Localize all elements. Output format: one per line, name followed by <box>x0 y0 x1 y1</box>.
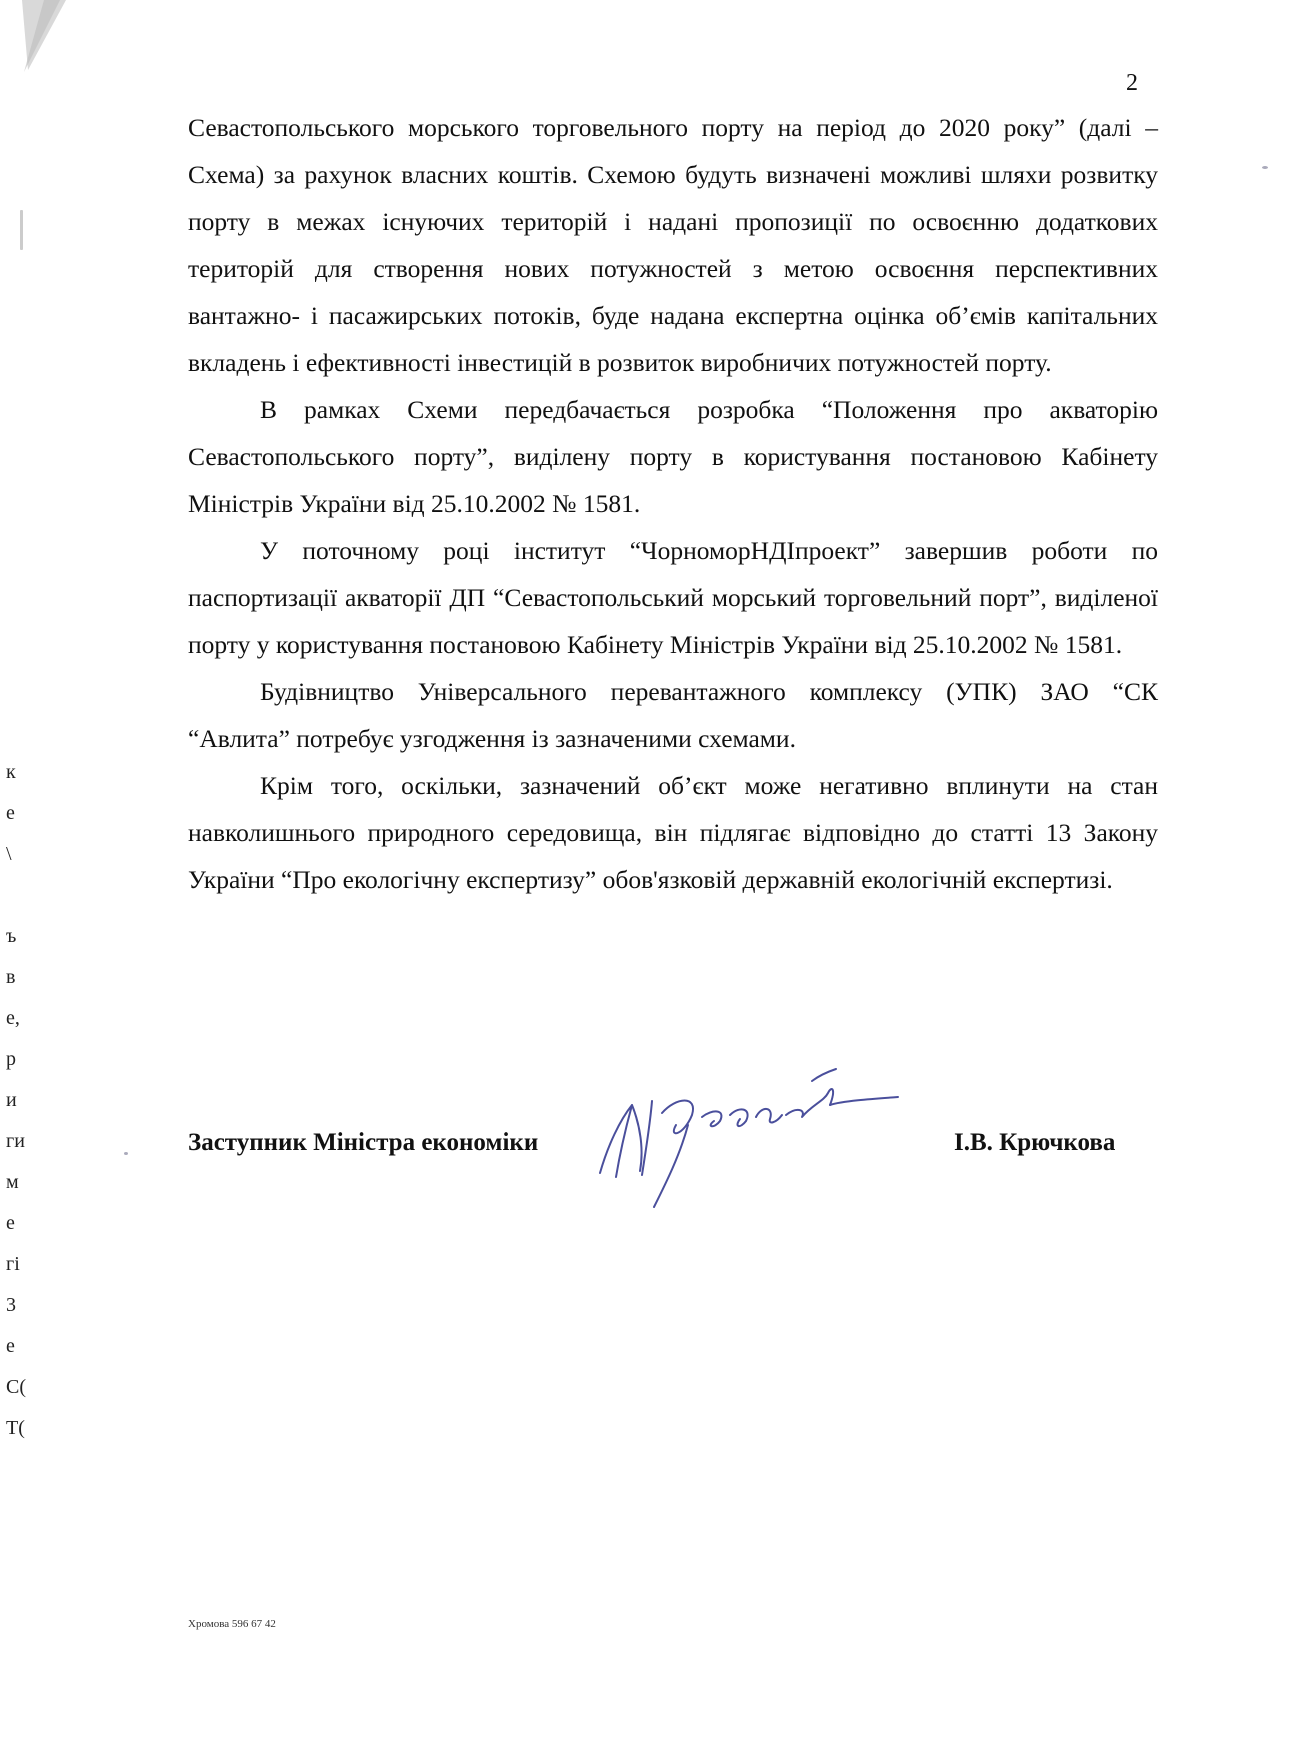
scan-speck <box>124 1152 128 1155</box>
margin-fragment: С( <box>6 1376 26 1398</box>
scan-speck <box>1262 166 1268 169</box>
margin-fragment: ги <box>6 1130 25 1152</box>
margin-fragment: р <box>6 1048 16 1070</box>
signatory-title: Заступник Міністра економіки <box>188 1129 539 1156</box>
letter-body <box>188 104 1158 903</box>
paragraph: Крім того, оскільки, зазначений об’єкт може негативно вплинути на стан навколишнього природного середовища, він підлягає відповідно до статті 13 Закону України “Про екологічну експертизу” обов'язковій державній екологічній експертизі. <box>188 771 1158 894</box>
paragraph: У поточному році інститут “ЧорноморНДІпроект” завершив роботи по паспортизації акваторії ДП “Севастопольський морський торговельний порт”, виділеної порту у користування постановою Кабінету Міністрів України від 25.10.2002 № 1581. <box>188 536 1158 659</box>
margin-fragment: е <box>6 1335 15 1357</box>
scan-streak-mark <box>0 0 80 90</box>
margin-fragment: е <box>6 1212 15 1234</box>
margin-fragment: и <box>6 1089 17 1111</box>
executor-note: Хромова 596 67 42 <box>188 1618 276 1630</box>
margin-fragment: е, <box>6 1007 20 1029</box>
signatory-name: І.В. Крючкова <box>954 1129 1116 1156</box>
margin-fragment: е <box>6 802 15 824</box>
margin-fragment: м <box>6 1171 19 1193</box>
scan-speck <box>20 210 23 250</box>
margin-fragment: к <box>6 761 16 783</box>
margin-fragment: 3 <box>6 1294 16 1316</box>
margin-fragment: ъ <box>6 925 17 947</box>
margin-fragment: Т( <box>6 1417 25 1439</box>
paragraph: Будівництво Універсального перевантажного комплексу (УПК) ЗАО “СК “Авлита” потребує узгодження із зазначеними схемами. <box>188 677 1158 753</box>
margin-fragment: \ <box>6 843 12 865</box>
margin-fragment: гі <box>6 1253 20 1275</box>
page-number: 2 <box>1126 70 1138 96</box>
paragraph: Севастопольського морського торговельного порту на період до 2020 року” (далі – Схема) за рахунок власних коштів. Схемою будуть визначені можливі шляхи розвитку порту в межах існуючих територій і надані пропозиції по освоєнню додаткових територій для створення нових потужностей з метою освоєння перспективних вантажно- і пасажирських потоків, буде надана експертна оцінка об’ємів капітальних вкладень і ефективності інвестицій в розвиток виробничих потужностей порту. <box>188 113 1158 377</box>
margin-fragment: в <box>6 966 16 988</box>
margin-fragment <box>6 875 34 916</box>
paragraph: В рамках Схеми передбачається розробка “Положення про акваторію Севастопольського порту”, виділену порту в користування постановою Кабінету Міністрів України від 25.10.2002 № 1581. <box>188 395 1158 518</box>
left-margin-bleed-through <box>6 752 34 1449</box>
handwritten-signature <box>580 1065 920 1215</box>
